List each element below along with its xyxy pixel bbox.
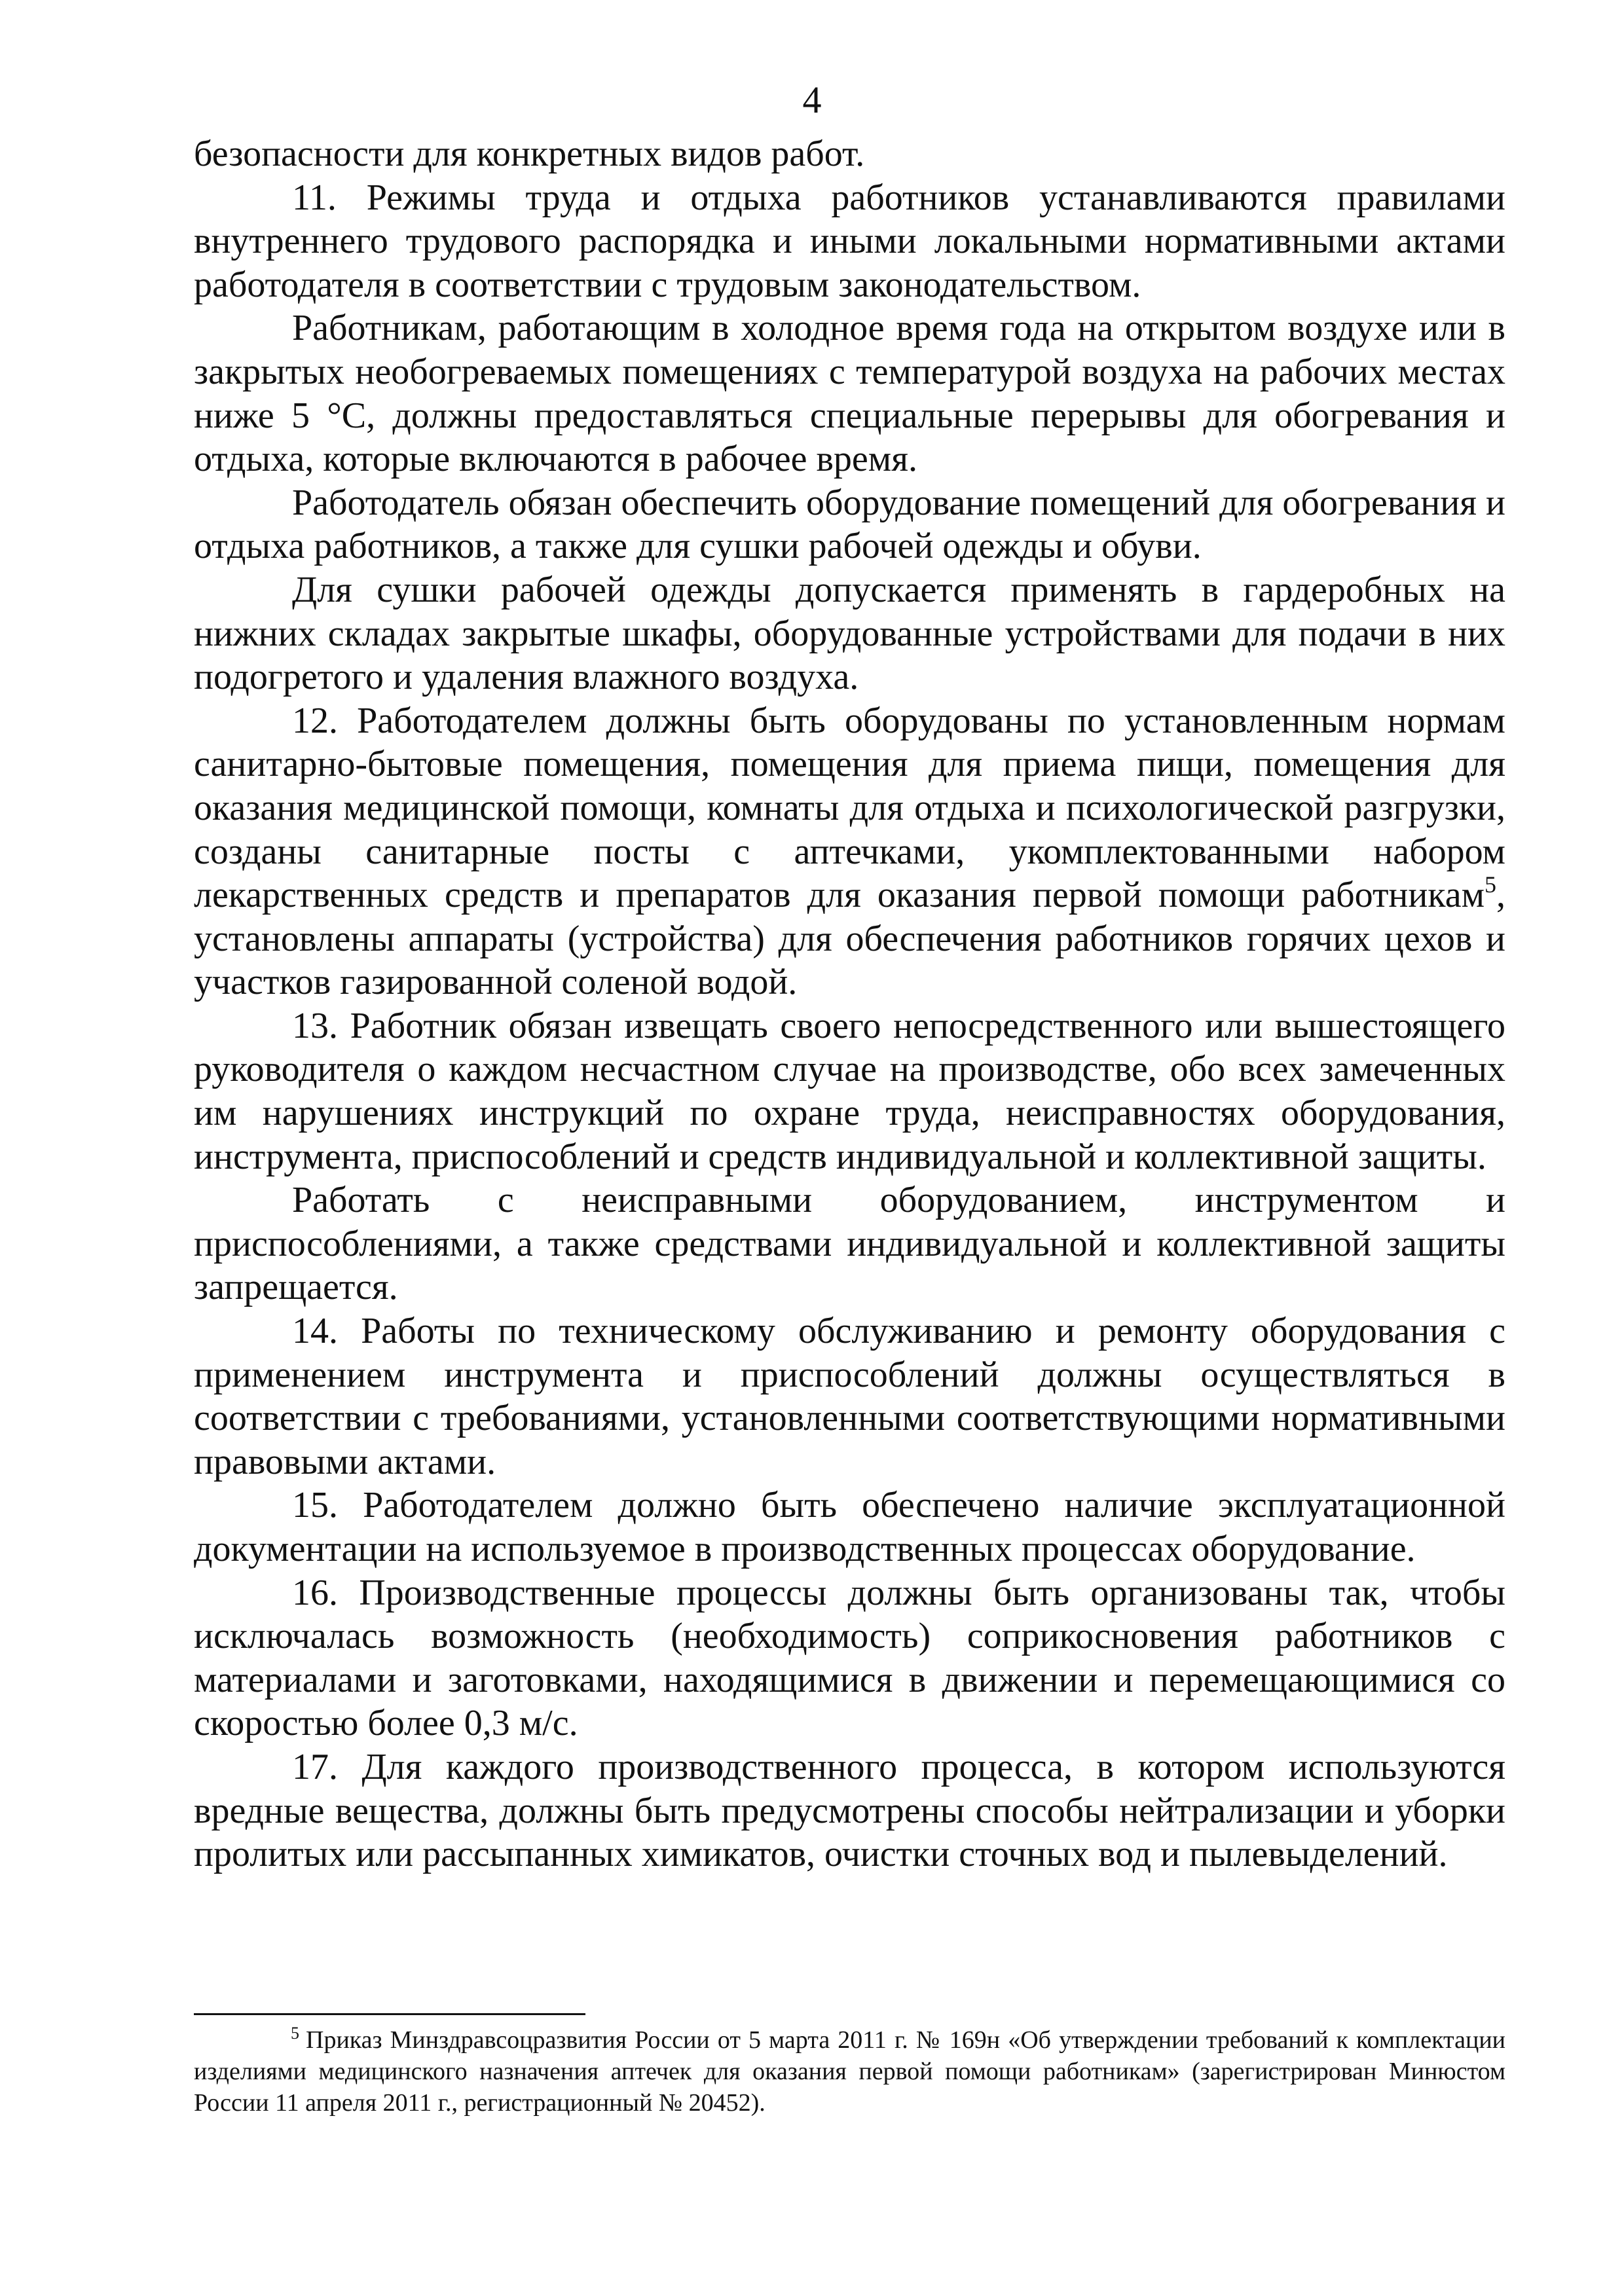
footnote-reference[interactable]: 5 [1485,871,1496,898]
footnote [194,2024,1505,2119]
paragraph-item-12-text-before: 12. Работодателем должны быть оборудованы по установленным нормам санитарно-бытовые помещения, помещения для приема пищи, помещения для оказания медицинской помощи, комнаты для отдыха и психологической разгрузки, созданы санитарные посты с аптечками, укомплектованными набором лекарственных средств и препаратов для оказания первой помощи работникам [194,700,1505,916]
paragraph-item-16: 16. Производственные процессы должны быть организованы так, чтобы исключалась возможность (необходимость) соприкосновения работников с материалами и заготовками, находящимися в движении и перемещающимися со скоростью более 0,3 м/с. [194,1572,1505,1744]
paragraph-item-12 [194,699,1505,1004]
paragraph-item-15: 15. Работодателем должно быть обеспечено наличие эксплуатационной документации на используемое в производственных процессах оборудование. [194,1485,1505,1569]
paragraph-heating-rooms: Работодатель обязан обеспечить оборудование помещений для обогревания и отдыха работников, а также для сушки рабочей одежды и обуви. [194,482,1505,567]
paragraph-cold-season-breaks: Работникам, работающим в холодное время года на открытом воздухе или в закрытых необогреваемых помещениях с температурой воздуха на рабочих местах ниже 5 °С, должны предоставляться специальные перерывы для обогревания и отдыха, которые включаются в рабочее время. [194,308,1505,480]
document-body [194,132,1505,1876]
paragraph-drying-clothes: Для сушки рабочей одежды допускается применять в гардеробных на нижних складах закрытые шкафы, оборудованные устройствами для подачи в них подогретого и удаления влажного воздуха. [194,569,1505,698]
paragraph-item-12-text-after: , установлены аппараты (устройства) для обеспечения работников горячих цехов и участков газированной соленой водой. [194,875,1505,1003]
paragraph-continuation: безопасности для конкретных видов работ. [194,134,865,174]
paragraph-item-17: 17. Для каждого производственного процесса, в котором используются вредные вещества, должны быть предусмотрены способы нейтрализации и уборки пролитых или рассыпанных химикатов, очистки сточных вод и пылевыделений. [194,1746,1505,1875]
footnote-text: Приказ Минздравсоцразвития России от 5 марта 2011 г. № 169н «Об утверждении требований к комплектации изделиями медицинского назначения аптечек для оказания первой помощи работникам» (зарегистрирован Минюстом России 11 апреля 2011 г., регистрационный № 20452). [194,2026,1505,2117]
paragraph-item-14: 14. Работы по техническому обслуживанию и ремонту оборудования с применением инструмента и приспособлений должны осуществляться в соответствии с требованиями, установленными соответствующими нормативными правовыми актами. [194,1311,1505,1482]
footnote-number: 5 [291,2024,299,2043]
page-number: 4 [802,79,822,121]
paragraph-faulty-equipment-ban: Работать с неисправными оборудованием, инструментом и приспособлениями, а также средствами индивидуальной и коллективной защиты запрещается. [194,1180,1505,1308]
paragraph-item-11: 11. Режимы труда и отдыха работников устанавливаются правилами внутреннего трудового распорядка и иными локальными нормативными актами работодателя в соответствии с трудовым законодательством. [194,177,1505,305]
paragraph-item-13: 13. Работник обязан извещать своего непосредственного или вышестоящего руководителя о каждом несчастном случае на производстве, обо всех замеченных им нарушениях инструкций по охране труда, неисправностях оборудования, инструмента, приспособлений и средств индивидуальной и коллективной защиты. [194,1005,1505,1177]
footnote-divider [194,2013,585,2015]
